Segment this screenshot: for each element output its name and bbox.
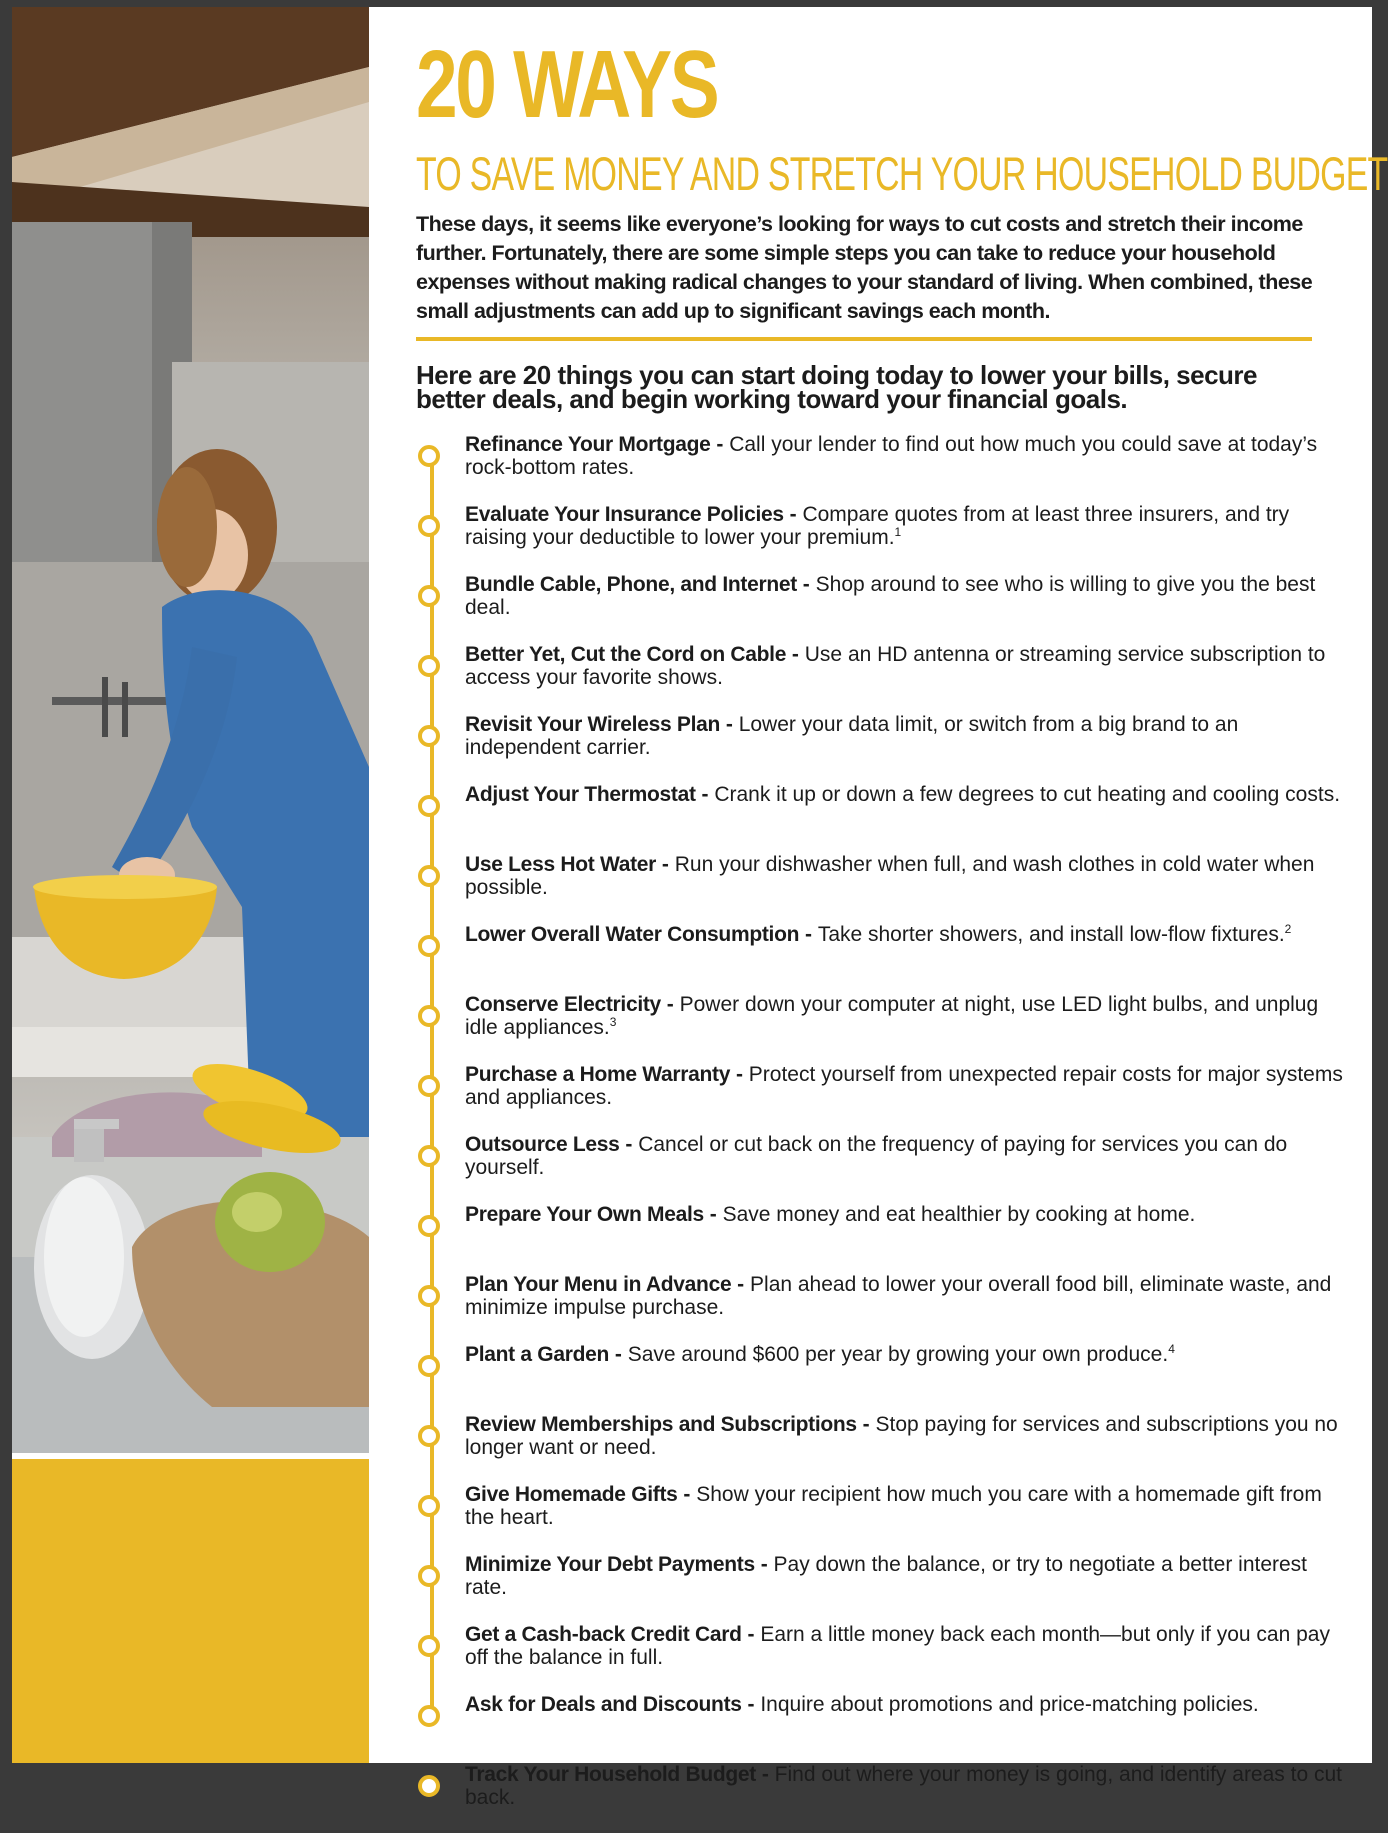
tip-heading: Outsource Less	[465, 1133, 620, 1156]
tip-text: Save around $600 per year by growing your own produce.	[627, 1343, 1169, 1366]
bullet-circle-icon	[418, 515, 440, 537]
tip-separator: -	[677, 1483, 697, 1506]
tip-text: Crank it up or down a few degrees to cut heating and cooling costs.	[714, 783, 1341, 806]
tip-heading: Ask for Deals and Discounts	[465, 1693, 742, 1716]
bullet-circle-icon	[418, 795, 440, 817]
tip-text: Lower your data limit, or switch from a big brand to an independent carrier.	[465, 713, 1239, 759]
tip-text: Protect yourself from unexpected repair costs for major systems and appliances.	[465, 1063, 1343, 1109]
bullet-circle-icon	[418, 865, 440, 887]
tip-text: Earn a little money back each month—but only if you can pay off the balance in full.	[465, 1623, 1330, 1669]
tip-separator: -	[799, 923, 818, 946]
list-item	[416, 1763, 1346, 1833]
bullet-circle-icon	[418, 1495, 440, 1517]
tip-separator: -	[656, 853, 675, 876]
footnote-marker: 1	[894, 525, 902, 539]
tip-text: Compare quotes from at least three insurers, and try raising your deductible to lower your premium.	[465, 503, 1290, 549]
list-item	[416, 1413, 1346, 1483]
bullet-circle-icon	[418, 445, 440, 467]
tip-text: Stop paying for services and subscriptions you no longer want or need.	[465, 1413, 1338, 1459]
tip-heading: Revisit Your Wireless Plan	[465, 713, 721, 736]
tip-text: Inquire about promotions and price-matching policies.	[760, 1693, 1259, 1716]
tip-separator: -	[660, 993, 680, 1016]
list-item	[416, 853, 1346, 923]
list-item	[416, 713, 1346, 783]
tip-separator: -	[710, 433, 730, 456]
bullet-circle-icon	[418, 1775, 440, 1797]
tip-separator: -	[731, 1273, 751, 1296]
bullet-circle-icon	[418, 725, 440, 747]
list-item	[416, 1343, 1346, 1413]
list-item	[416, 1553, 1346, 1623]
tips-list	[416, 433, 1346, 1833]
tip-text: Use an HD antenna or streaming service subscription to access your favorite shows.	[465, 643, 1326, 689]
bullet-circle-icon	[418, 1215, 440, 1237]
tip-separator: -	[754, 1553, 774, 1576]
flyer-page	[12, 7, 1388, 1809]
footnote-marker: 3	[609, 1015, 617, 1029]
tip-separator: -	[720, 713, 739, 736]
tip-separator: -	[619, 1133, 639, 1156]
list-item	[416, 1133, 1346, 1203]
list-item	[416, 1693, 1346, 1763]
list-item	[416, 923, 1346, 993]
tip-text: Run your dishwasher when full, and wash clothes in cold water when possible.	[465, 853, 1315, 899]
list-item	[416, 433, 1346, 503]
bullet-circle-icon	[418, 1145, 440, 1167]
tip-text: Shop around to see who is willing to give you the best deal.	[465, 573, 1316, 619]
tip-separator: -	[741, 1623, 761, 1646]
bullet-circle-icon	[418, 935, 440, 957]
tip-heading: Prepare Your Own Meals	[465, 1203, 704, 1226]
list-item	[416, 573, 1346, 643]
list-item	[416, 503, 1346, 573]
bullet-circle-icon	[418, 655, 440, 677]
tip-heading: Better Yet, Cut the Cord on Cable	[465, 643, 787, 666]
list-item	[416, 1483, 1346, 1553]
tip-heading: Purchase a Home Warranty	[465, 1063, 731, 1086]
bullet-circle-icon	[418, 1075, 440, 1097]
tip-heading: Refinance Your Mortgage	[465, 433, 711, 456]
tip-separator: -	[609, 1343, 628, 1366]
list-item	[416, 643, 1346, 713]
footnote-marker: 4	[1168, 1342, 1175, 1356]
tip-heading: Give Homemade Gifts	[465, 1483, 678, 1506]
list-item	[416, 1203, 1346, 1273]
bullet-circle-icon	[418, 1285, 440, 1307]
tip-heading: Use Less Hot Water	[465, 853, 657, 876]
intro-paragraph: These days, it seems like everyone’s looking for ways to cut costs and stretch their income further. Fortunately, there are some simple steps you can take to reduce your household expenses without making radical changes to your standard of living. When combined, these small adjustments can add up to significant savings each month.	[416, 212, 1313, 323]
tip-separator: -	[756, 1763, 775, 1786]
tip-text: Call your lender to find out how much you could save at today’s rock-bottom rates.	[465, 433, 1318, 479]
bullet-circle-icon	[418, 1565, 440, 1587]
tip-separator: -	[741, 1693, 761, 1716]
footnote-marker: 2	[1284, 922, 1292, 936]
accent-block	[12, 1459, 369, 1763]
tip-heading: Review Memberships and Subscriptions	[465, 1413, 857, 1436]
tip-separator: -	[856, 1413, 876, 1436]
list-item	[416, 1063, 1346, 1133]
tip-heading: Conserve Electricity	[465, 993, 661, 1016]
list-item	[416, 993, 1346, 1063]
tip-separator: -	[786, 643, 805, 666]
tip-heading: Plant a Garden	[465, 1343, 610, 1366]
tip-heading: Track Your Household Budget	[465, 1763, 756, 1786]
list-item	[416, 783, 1346, 853]
tip-separator: -	[695, 783, 715, 806]
tip-separator: -	[730, 1063, 749, 1086]
bullet-circle-icon	[418, 1425, 440, 1447]
bullet-circle-icon	[418, 1705, 440, 1727]
tip-text: Find out where your money is going, and identify areas to cut back.	[465, 1763, 1342, 1809]
tip-separator: -	[796, 573, 816, 596]
title-main: 20 WAYS	[416, 31, 718, 138]
tip-text: Pay down the balance, or try to negotiate a better interest rate.	[465, 1553, 1308, 1599]
tip-heading: Bundle Cable, Phone, and Internet	[465, 573, 797, 596]
bullet-circle-icon	[418, 585, 440, 607]
tip-separator: -	[703, 1203, 723, 1226]
kitchen-photo	[12, 7, 369, 1453]
divider-rule	[416, 337, 1312, 341]
tip-text: Plan ahead to lower your overall food bill, eliminate waste, and minimize impulse purchase.	[465, 1273, 1332, 1319]
bullet-circle-icon	[418, 1635, 440, 1657]
tip-text: Cancel or cut back on the frequency of paying for services you can do yourself.	[465, 1133, 1288, 1179]
tip-text: Save money and eat healthier by cooking at home.	[722, 1203, 1196, 1226]
lead-heading: Here are 20 things you can start doing today to lower your bills, secure better deals, and begin working toward your financial goals.	[416, 360, 1258, 414]
tip-heading: Minimize Your Debt Payments	[465, 1553, 755, 1576]
bullet-circle-icon	[418, 1355, 440, 1377]
tip-heading: Lower Overall Water Consumption	[465, 923, 800, 946]
tip-text: Take shorter showers, and install low-flow fixtures.	[817, 923, 1285, 946]
tip-text: Power down your computer at night, use LED light bulbs, and unplug idle appliances.	[465, 993, 1319, 1039]
tip-heading: Evaluate Your Insurance Policies	[465, 503, 784, 526]
tip-heading: Plan Your Menu in Advance	[465, 1273, 732, 1296]
list-item	[416, 1623, 1346, 1693]
tip-heading: Adjust Your Thermostat	[465, 783, 696, 806]
tip-heading: Get a Cash-back Credit Card	[465, 1623, 742, 1646]
bullet-circle-icon	[418, 1005, 440, 1027]
title-subtitle: TO SAVE MONEY AND STRETCH YOUR HOUSEHOLD BUDGET	[416, 147, 1388, 200]
tip-separator: -	[783, 503, 803, 526]
tip-text: Show your recipient how much you care with a homemade gift from the heart.	[465, 1483, 1322, 1529]
list-item	[416, 1273, 1346, 1343]
